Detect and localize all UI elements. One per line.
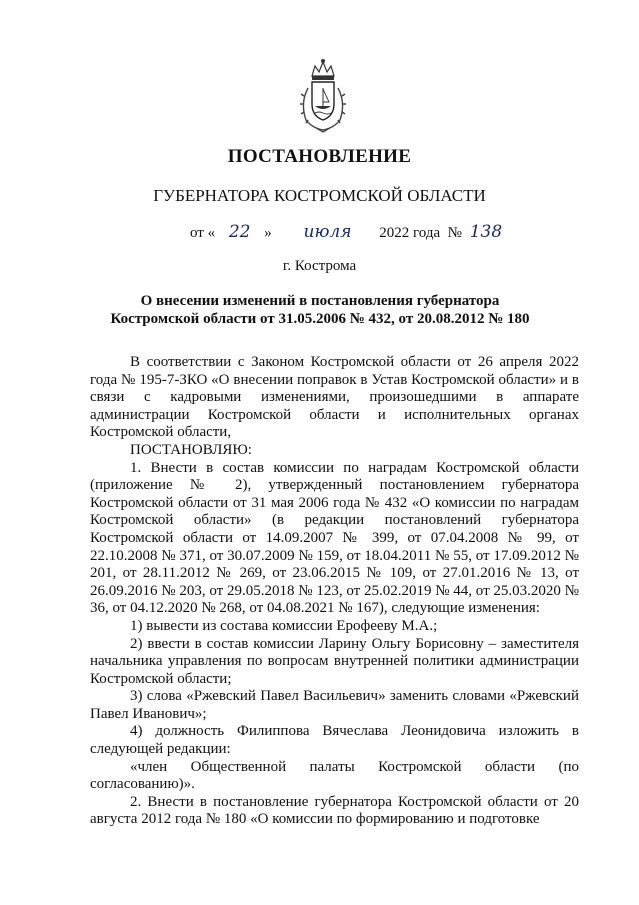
paragraph-subitem-3: 3) слова «Ржевский Павел Васильевич» заменить словами «Ржевский Павел Иванович»; bbox=[90, 688, 579, 722]
document-subtitle: ГУБЕРНАТОРА КОСТРОМСКОЙ ОБЛАСТИ bbox=[153, 186, 486, 205]
paragraph-preamble: В соответствии с Законом Костромской области от 26 апреля 2022 года № 195-7-ЗКО «О внесении поправок в Устав Костромской области» и в связи с кадровыми изменениями, произошедшими в аппарате администрации Костромской области и исполнительных органах Костромской области, bbox=[90, 354, 579, 441]
document-heading bbox=[100, 292, 540, 328]
paragraph-subitem-4: 4) должность Филиппова Вячеслава Леонидовича изложить в следующей редакции: bbox=[90, 723, 579, 758]
document-title: ПОСТАНОВЛЕНИЕ bbox=[227, 146, 412, 167]
document-city: г. Кострома bbox=[282, 258, 357, 274]
coat-of-arms-icon bbox=[298, 58, 348, 134]
date-month-handwritten: июля bbox=[303, 222, 352, 242]
document-number-handwritten: 138 bbox=[469, 222, 503, 242]
document-body bbox=[90, 354, 579, 829]
date-day-handwritten: 22 bbox=[228, 222, 251, 242]
paragraph-subitem-2: 2) ввести в состав комиссии Ларину Ольгу Борисовну – заместителя начальника управления по вопросам внутренней политики администрации Костромской области; bbox=[90, 635, 579, 687]
date-quote-close: » bbox=[264, 225, 272, 241]
heading-line-1: О внесении изменений в постановления губернатора bbox=[140, 293, 500, 309]
heading-line-2: Костромской области от 31.05.2006 № 432, от 20.08.2012 № 180 bbox=[110, 311, 530, 327]
date-line bbox=[190, 222, 502, 242]
date-prefix: от « bbox=[190, 225, 216, 241]
paragraph-item-1: 1. Внести в состав комиссии по наградам Костромской области (приложение № 2), утвержденный постановлением губернатора Костромской области от 31 мая 2006 года № 432 «О комиссии по наградам Костромской области» (в редакции постановлений губернатора Костромской области от 14.09.2007 № 399, от 07.04.2008 № 99, от 22.10.2008 № 371, от 30.07.2009 № 159, от 18.04.2011 № 55, от 17.09.2012 № 201, от 28.11.2012 № 269, от 23.06.2015 № 109, от 27.01.2016 № 13, от 26.09.2016 № 203, от 29.05.2018 № 123, от 25.02.2019 № 44, от 25.03.2020 № 36, от 04.12.2020 № 268, от 04.08.2021 № 167), следующие изменения: bbox=[90, 459, 579, 617]
paragraph-subitem-1: 1) вывести из состава комиссии Ерофееву М.А.; bbox=[130, 617, 438, 634]
date-year: 2022 года № bbox=[379, 225, 462, 241]
paragraph-resolve: ПОСТАНОВЛЯЮ: bbox=[130, 441, 252, 458]
paragraph-item-2: 2. Внести в постановление губернатора Костромской области от 20 августа 2012 года № 180 «О комиссии по формированию и подготовке bbox=[90, 793, 579, 828]
paragraph-quote: «член Общественной палаты Костромской области (по согласованию)». bbox=[90, 758, 579, 793]
